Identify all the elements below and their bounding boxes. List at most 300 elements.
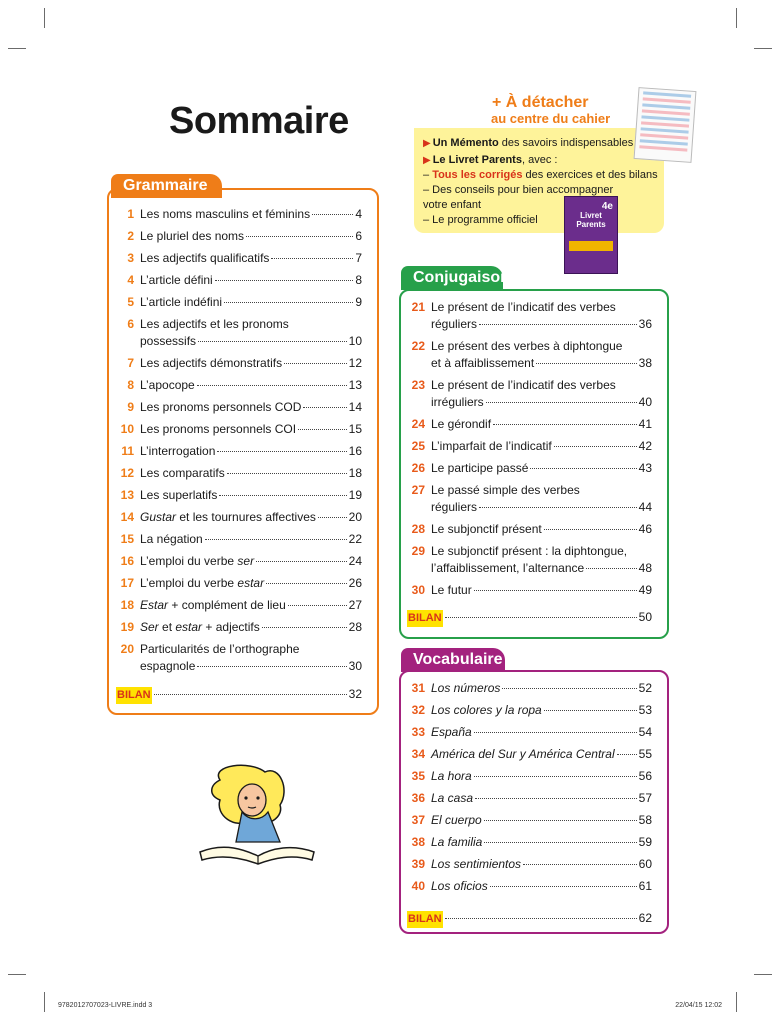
entry-title <box>140 531 203 548</box>
entry-text: Les adjectifs qualificatifs <box>140 251 270 265</box>
detach-line: – Des conseils pour bien accompagner <box>423 184 614 196</box>
dot-leader <box>474 590 637 591</box>
entry-title <box>140 597 286 614</box>
entry-text: L’article défini <box>140 273 213 287</box>
entry-number: 9 <box>127 400 134 414</box>
entry-text: Les pronoms personnels COD <box>140 400 302 414</box>
dot-leader <box>445 617 637 618</box>
dot-leader <box>197 666 346 667</box>
dot-leader <box>490 886 637 887</box>
entry-text: L’article indéfini <box>140 295 223 309</box>
entry-body <box>431 768 652 785</box>
toc-entry <box>407 521 652 538</box>
toc-entry <box>116 509 362 526</box>
entry-first-line: Particularités de l’orthographe <box>140 642 300 656</box>
bilan-label: BILAN <box>116 687 152 704</box>
toc-entry <box>116 206 362 223</box>
entry-title <box>431 560 584 577</box>
entry-title <box>140 421 296 438</box>
entry-number: 33 <box>411 725 425 739</box>
entry-title <box>140 575 264 592</box>
entry-line <box>431 460 652 477</box>
entry-title <box>431 812 482 829</box>
entry-line <box>431 394 652 411</box>
dot-leader <box>312 214 353 215</box>
entry-title <box>140 333 196 350</box>
entry-title <box>140 553 254 570</box>
entry-text: Le pluriel des noms <box>140 229 245 243</box>
toc-entry <box>116 597 362 614</box>
detach-line: votre enfant <box>423 199 482 211</box>
entry-line <box>431 582 652 599</box>
entry-title <box>431 790 473 807</box>
entry-body <box>140 228 362 245</box>
entry-text: + adjectifs <box>202 620 260 634</box>
entry-body <box>431 377 652 411</box>
entry-body <box>140 465 362 482</box>
entry-text: Les adjectifs démonstratifs <box>140 356 283 370</box>
entry-number: 15 <box>120 532 134 546</box>
entry-text: Les superlatifs <box>140 488 218 502</box>
entry-line <box>431 856 652 873</box>
entry-text: et les tournures affectives <box>176 510 316 524</box>
crop-mark <box>44 992 45 1012</box>
dot-leader <box>246 236 353 237</box>
entry-line <box>140 294 362 311</box>
dot-leader <box>617 754 637 755</box>
entry-text: Los números <box>431 681 501 695</box>
entry-text: réguliers <box>431 500 478 514</box>
entry-title <box>140 399 301 416</box>
entry-title <box>431 355 534 372</box>
entry-number: 14 <box>120 510 134 524</box>
entry-body <box>140 509 362 526</box>
entry-body <box>431 812 652 829</box>
entry-text: El cuerpo <box>431 813 482 827</box>
entry-title <box>431 680 500 697</box>
page-number: 61 <box>638 879 652 893</box>
toc-entry <box>407 878 652 895</box>
entry-text: Le futur <box>431 583 472 597</box>
entry-number: 28 <box>411 522 425 536</box>
entry-number: 21 <box>411 300 425 314</box>
entry-text: América del Sur y América Central <box>431 747 615 761</box>
entry-text: L’emploi du verbe <box>140 554 238 568</box>
entry-line <box>431 521 652 538</box>
bilan-label: BILAN <box>407 610 443 627</box>
entry-number: 7 <box>127 356 134 370</box>
crop-mark <box>736 992 737 1012</box>
entry-text: La hora <box>431 769 472 783</box>
entry-number: 6 <box>127 317 134 331</box>
entry-body <box>140 641 362 675</box>
toc-entry <box>116 294 362 311</box>
entry-text: La négation <box>140 532 203 546</box>
bilan-label: BILAN <box>407 911 443 928</box>
entry-body <box>140 399 362 416</box>
entry-line <box>431 680 652 697</box>
toc-entry <box>407 746 652 763</box>
dot-leader <box>298 429 347 430</box>
entry-text: Los sentimientos <box>431 857 522 871</box>
entry-body <box>140 487 362 504</box>
entry-body <box>431 543 652 577</box>
entry-line <box>140 228 362 245</box>
entry-number: 37 <box>411 813 425 827</box>
dot-leader <box>479 507 637 508</box>
entry-text: espagnole <box>140 659 196 673</box>
entry-number: 16 <box>120 554 134 568</box>
entry-line <box>140 377 362 394</box>
entry-number: 13 <box>120 488 134 502</box>
entry-text: L’emploi du verbe <box>140 576 238 590</box>
page-number: 6 <box>355 229 362 243</box>
toc-entry <box>407 856 652 873</box>
vocabulaire-list <box>407 680 652 928</box>
entry-text: Los colores y la ropa <box>431 703 542 717</box>
dot-leader <box>544 529 637 530</box>
conjugaison-tag: Conjugaison <box>401 266 503 290</box>
bilan-entry <box>407 609 652 627</box>
toc-entry <box>407 377 652 411</box>
dot-leader <box>266 583 347 584</box>
toc-entry <box>407 482 652 516</box>
entry-body <box>431 521 652 538</box>
footer-timestamp: 22/04/15 12:02 <box>675 1002 722 1009</box>
page-number: 40 <box>638 395 652 409</box>
entry-text: et à affaiblissement <box>431 356 535 370</box>
toc-entry <box>407 834 652 851</box>
entry-number: 5 <box>127 295 134 309</box>
entry-body <box>140 272 362 289</box>
page-number: 42 <box>638 439 652 453</box>
dot-leader <box>227 473 347 474</box>
page-number: 46 <box>638 522 652 536</box>
entry-title <box>431 834 482 851</box>
entry-text: possessifs <box>140 334 197 348</box>
entry-body <box>431 680 652 697</box>
toc-entry <box>116 641 362 675</box>
entry-line <box>431 560 652 577</box>
detach-line: – Le programme officiel <box>423 214 538 226</box>
entry-number: 23 <box>411 378 425 392</box>
entry-title <box>431 499 477 516</box>
entry-body <box>431 724 652 741</box>
page-number: 9 <box>355 295 362 309</box>
entry-line <box>140 487 362 504</box>
dot-leader <box>262 627 347 628</box>
triangle-bullet-icon: ▶ <box>423 155 431 166</box>
entry-title <box>140 294 222 311</box>
memento-thumbnail <box>634 87 697 163</box>
entry-text: L’interrogation <box>140 444 216 458</box>
entry-body <box>431 856 652 873</box>
entry-title <box>140 465 225 482</box>
dot-leader <box>197 385 347 386</box>
entry-title <box>431 416 491 433</box>
dot-leader <box>484 820 637 821</box>
crop-mark <box>8 48 26 49</box>
toc-entry <box>407 790 652 807</box>
entry-number: 3 <box>127 251 134 265</box>
page-number: 22 <box>348 532 362 546</box>
dot-leader <box>484 842 636 843</box>
page-number: 10 <box>348 334 362 348</box>
entry-number: 18 <box>120 598 134 612</box>
dot-leader <box>474 776 637 777</box>
entry-body <box>431 702 652 719</box>
entry-text: L’apocope <box>140 378 195 392</box>
entry-text: Ser <box>140 620 159 634</box>
entry-body <box>140 553 362 570</box>
entry-line <box>140 465 362 482</box>
entry-text: irréguliers <box>431 395 484 409</box>
toc-entry <box>116 250 362 267</box>
entry-number: 34 <box>411 747 425 761</box>
entry-line <box>140 206 362 223</box>
entry-number: 19 <box>120 620 134 634</box>
dot-leader <box>486 402 637 403</box>
entry-number: 2 <box>127 229 134 243</box>
entry-text: L’imparfait de l’indicatif <box>431 439 552 453</box>
page-number: 43 <box>638 461 652 475</box>
dot-leader <box>530 468 636 469</box>
bilan-line <box>152 686 362 703</box>
entry-body <box>431 416 652 433</box>
dot-leader <box>523 864 637 865</box>
entry-title <box>140 443 215 460</box>
entry-line <box>140 531 362 548</box>
page-number: 7 <box>355 251 362 265</box>
entry-line <box>431 746 652 763</box>
entry-line <box>431 768 652 785</box>
toc-entry <box>116 272 362 289</box>
entry-number: 40 <box>411 879 425 893</box>
entry-line <box>431 790 652 807</box>
detach-line: ▶ Un Mémento des savoirs indispensables <box>423 137 634 149</box>
grammaire-list <box>116 206 362 704</box>
entry-number: 39 <box>411 857 425 871</box>
triangle-bullet-icon: ▶ <box>423 138 431 149</box>
entry-text: + complément de lieu <box>168 598 286 612</box>
entry-line <box>431 416 652 433</box>
entry-body <box>431 790 652 807</box>
page-number: 4 <box>355 207 362 221</box>
toc-entry <box>116 443 362 460</box>
toc-entry <box>407 680 652 697</box>
page-number: 60 <box>638 857 652 871</box>
entry-body <box>140 443 362 460</box>
entry-number: 1 <box>127 207 134 221</box>
entry-body <box>140 355 362 372</box>
dot-leader <box>284 363 347 364</box>
page-number: 8 <box>355 273 362 287</box>
girl-reading-illustration <box>180 760 330 870</box>
dot-leader <box>586 568 636 569</box>
toc-entry <box>407 438 652 455</box>
toc-entry <box>116 487 362 504</box>
page-number: 27 <box>348 598 362 612</box>
dot-leader <box>318 517 347 518</box>
entry-text: ser <box>237 554 255 568</box>
page-number: 50 <box>638 610 652 624</box>
page-number: 16 <box>348 444 362 458</box>
entry-text: l’affaiblissement, l’alternance <box>431 561 585 575</box>
page-number: 12 <box>348 356 362 370</box>
entry-number: 35 <box>411 769 425 783</box>
toc-entry <box>116 228 362 245</box>
toc-entry <box>407 543 652 577</box>
page-number: 54 <box>638 725 652 739</box>
entry-body <box>140 421 362 438</box>
entry-title <box>431 702 542 719</box>
bilan-entry <box>407 910 652 928</box>
page-number: 20 <box>348 510 362 524</box>
dot-leader <box>502 688 636 689</box>
entry-text: Les pronoms personnels COI <box>140 422 297 436</box>
entry-line <box>431 878 652 895</box>
entry-body <box>140 316 362 350</box>
entry-number: 38 <box>411 835 425 849</box>
page-number: 55 <box>638 747 652 761</box>
page-number: 48 <box>638 561 652 575</box>
page-number: 59 <box>638 835 652 849</box>
dot-leader <box>479 324 637 325</box>
entry-line <box>140 272 362 289</box>
entry-body <box>431 482 652 516</box>
toc-entry <box>116 619 362 636</box>
entry-line <box>140 597 362 614</box>
entry-first-line: Les adjectifs et les pronoms <box>140 317 289 331</box>
page-number: 52 <box>638 681 652 695</box>
bilan-entry <box>116 686 362 704</box>
toc-entry <box>116 377 362 394</box>
entry-line <box>140 619 362 636</box>
bilan-line <box>443 609 652 626</box>
entry-title <box>431 521 542 538</box>
entry-number: 17 <box>120 576 134 590</box>
dot-leader <box>154 694 347 695</box>
entry-body <box>431 834 652 851</box>
toc-entry <box>407 460 652 477</box>
entry-title <box>140 487 217 504</box>
dot-leader <box>224 302 353 303</box>
entry-text: Estar <box>140 598 169 612</box>
entry-text: Les noms masculins et féminins <box>140 207 311 221</box>
page-number: 36 <box>638 317 652 331</box>
entry-body <box>140 619 362 636</box>
dot-leader <box>288 605 347 606</box>
page-number: 26 <box>348 576 362 590</box>
entry-text: estar <box>237 576 265 590</box>
page-number: 24 <box>348 554 362 568</box>
toc-entry <box>407 768 652 785</box>
dot-leader <box>554 446 637 447</box>
entry-line <box>140 658 362 675</box>
entry-title <box>431 724 472 741</box>
dot-leader <box>215 280 354 281</box>
bilan-line <box>443 910 652 927</box>
entry-body <box>431 460 652 477</box>
detach-line: – Tous les corrigés des exercices et des bilans <box>423 169 658 181</box>
dot-leader <box>544 710 637 711</box>
page-number: 49 <box>638 583 652 597</box>
entry-first-line: Le présent des verbes à diphtongue <box>431 339 623 353</box>
toc-entry <box>116 399 362 416</box>
entry-number: 8 <box>127 378 134 392</box>
entry-title <box>140 658 195 675</box>
crop-mark <box>736 8 737 28</box>
dot-leader <box>271 258 353 259</box>
entry-body <box>140 294 362 311</box>
entry-line <box>431 438 652 455</box>
entry-number: 20 <box>120 642 134 656</box>
entry-number: 29 <box>411 544 425 558</box>
entry-body <box>431 878 652 895</box>
toc-entry <box>407 299 652 333</box>
entry-text: La casa <box>431 791 474 805</box>
entry-line <box>140 575 362 592</box>
page-number: 32 <box>348 687 362 701</box>
entry-text: Los oficios <box>431 879 488 893</box>
entry-body <box>140 575 362 592</box>
page-number: 58 <box>638 813 652 827</box>
page-number: 44 <box>638 500 652 514</box>
toc-entry <box>407 702 652 719</box>
dot-leader <box>474 732 637 733</box>
entry-text: réguliers <box>431 317 478 331</box>
entry-title <box>431 394 484 411</box>
entry-title <box>431 856 521 873</box>
entry-body <box>140 377 362 394</box>
entry-text: Le participe passé <box>431 461 529 475</box>
entry-title <box>140 272 213 289</box>
entry-line <box>431 499 652 516</box>
dot-leader <box>217 451 346 452</box>
toc-entry <box>407 724 652 741</box>
entry-text: et <box>158 620 176 634</box>
entry-title <box>140 377 195 394</box>
entry-title <box>140 206 310 223</box>
entry-number: 32 <box>411 703 425 717</box>
entry-line <box>140 509 362 526</box>
toc-entry <box>407 812 652 829</box>
crop-mark <box>754 48 772 49</box>
entry-body <box>140 531 362 548</box>
entry-title <box>431 438 552 455</box>
entry-line <box>140 421 362 438</box>
entry-number: 25 <box>411 439 425 453</box>
entry-text: Les comparatifs <box>140 466 225 480</box>
entry-number: 24 <box>411 417 425 431</box>
entry-title <box>140 228 244 245</box>
page-number: 53 <box>638 703 652 717</box>
entry-title <box>140 619 260 636</box>
toc-entry <box>116 465 362 482</box>
conjugaison-list <box>407 299 652 627</box>
entry-number: 31 <box>411 681 425 695</box>
entry-text: La familia <box>431 835 483 849</box>
crop-mark <box>8 974 26 975</box>
entry-line <box>431 702 652 719</box>
entry-body <box>140 206 362 223</box>
detach-subtitle: au centre du cahier <box>491 111 611 126</box>
toc-entry <box>116 355 362 372</box>
entry-number: 22 <box>411 339 425 353</box>
entry-line <box>140 399 362 416</box>
dot-leader <box>493 424 637 425</box>
dot-leader <box>445 918 637 919</box>
